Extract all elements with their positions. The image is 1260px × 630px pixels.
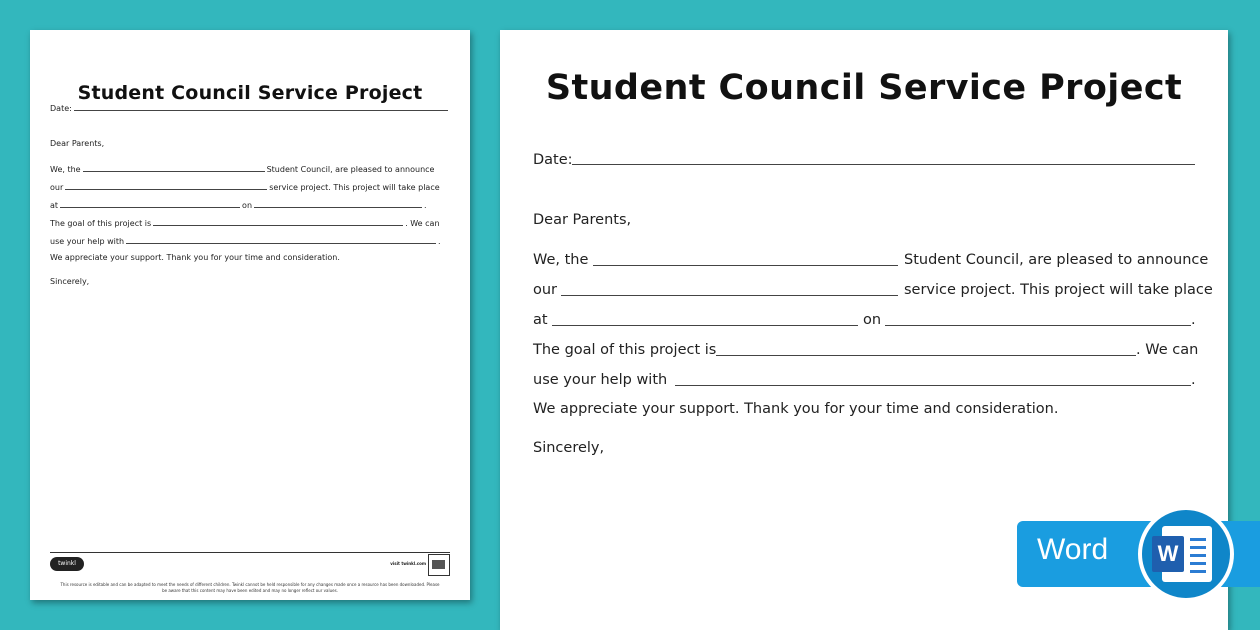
appreciation-line: We appreciate your support. Thank you for your time and consideration. [533, 401, 1059, 417]
school-name-field[interactable] [593, 265, 898, 266]
date-field[interactable] [572, 164, 1195, 165]
thumbnail-disclaimer: This resource is editable and can be adapted to meet the needs of different children. Twinkl cannot be held responsible for any changes made once a resource has been downloaded. Please be aware that this content may have been edited and may no longer reflect our values. [60, 582, 440, 593]
thumbnail-date-line: Date: [50, 102, 450, 112]
line-4-start: The goal of this project is [533, 342, 717, 358]
thumbnail-line-5: use your help with . [50, 237, 441, 246]
location-field[interactable] [552, 325, 858, 326]
thumbnail-site-link: visit twinkl.com [390, 561, 426, 566]
thumbnail-greeting: Dear Parents, [50, 139, 105, 148]
line-1-end: Student Council, are pleased to announce [904, 252, 1209, 268]
thumbnail-line-2: our service project. This project will take place [50, 183, 440, 192]
quality-badge-icon [428, 554, 450, 576]
line-2-start: our [533, 282, 558, 298]
thumbnail-line-4: The goal of this project is . We can [50, 219, 440, 228]
thumbnail-line-3: at on . [50, 201, 427, 210]
thumbnail-title: Student Council Service Project [77, 82, 423, 104]
goal-field[interactable] [716, 355, 1136, 356]
line-5-end: . [1191, 372, 1196, 388]
thumbnail-footer-divider [50, 552, 450, 553]
line-3-mid: on [863, 312, 882, 328]
word-label: Word [1037, 533, 1109, 566]
thumbnail-line-6: We appreciate your support. Thank you for your time and consideration. [50, 253, 340, 262]
line-4-end: . We can [1136, 342, 1199, 358]
line-2-end: service project. This project will take place [904, 282, 1213, 298]
help-with-field[interactable] [675, 385, 1191, 386]
word-letter-icon: W [1152, 536, 1184, 572]
date-of-project-field[interactable] [885, 325, 1191, 326]
line-1-start: We, the [533, 252, 589, 268]
date-label: Date: [533, 152, 573, 168]
twinkl-logo: twinkl [50, 557, 84, 571]
thumbnail-page [30, 30, 470, 600]
greeting: Dear Parents, [533, 212, 632, 228]
closing: Sincerely, [533, 440, 605, 456]
line-3-start: at [533, 312, 548, 328]
page-title: Student Council Service Project [545, 68, 1183, 108]
thumbnail-closing: Sincerely, [50, 277, 90, 286]
project-name-field[interactable] [561, 295, 898, 296]
thumbnail-line-1: We, the Student Council, are pleased to announce [50, 165, 435, 174]
line-3-end: . [1191, 312, 1196, 328]
line-5-start: use your help with [533, 372, 668, 388]
